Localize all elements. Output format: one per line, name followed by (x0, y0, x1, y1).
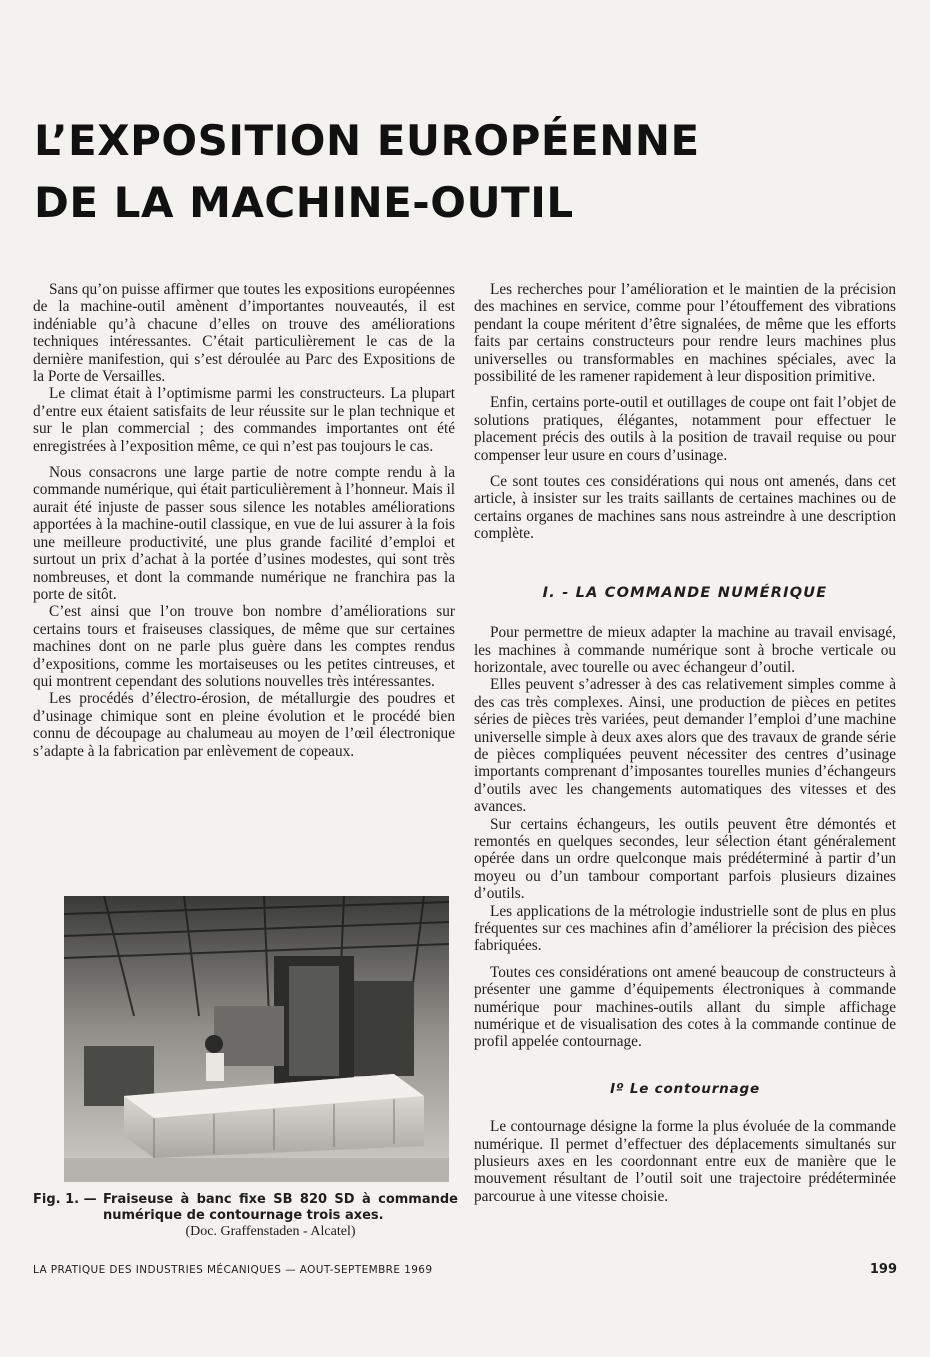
paragraph: Les procédés d’électro-érosion, de métallurgie des poudres et d’usinage chimique sont en pleine évolution et le procédé bien connu de découpage au chalumeau au moyen de l’œil électronique s’adapte à la fabrication par enlèvement de copeaux. (33, 690, 455, 760)
paragraph: Elles peuvent s’adresser à des cas relativement simples comme à des cas très complexes. Ainsi, une production de pièces en petites séries de pièces très variées, peut demander l’emploi d’une machine universelle simple à deux axes alors que des travaux de grande série de pièces compliquées peuvent nécessiter des centres d’usinage importants comprenant d’imposantes tourelles munies d’échangeurs d’outils avec les changements automatiques des vitesses et des avances. (474, 676, 896, 816)
right-column (474, 281, 896, 1205)
paragraph: Les recherches pour l’amélioration et le maintien de la précision des machines en service, comme pour l’étouffement des vibrations pendant la coupe méritent d’être signalées, de même que les efforts faits par certains constructeurs pour rendre leurs machines plus universelles ou transformables en machines spéciales, avec la possibilité de les ramener rapidement à leur disposition primitive. (474, 281, 896, 386)
page-number: 199 (869, 1262, 897, 1277)
publication-name: LA PRATIQUE DES INDUSTRIES MÉCANIQUES — AOUT-SEPTEMBRE 1969 (33, 1264, 433, 1276)
paragraph: Pour permettre de mieux adapter la machine au travail envisagé, les machines à commande numérique sont à broche verticale ou horizontale, avec tourelle ou avec échangeur d’outil. (474, 624, 896, 676)
paragraph: Le contournage désigne la forme la plus évoluée de la commande numérique. Il permet d’effectuer des déplacements simultanés sur plusieurs axes en les coordonnant entre eux de manière que le mouvement résultant de l’outil soit une trajectoire prédéterminée parcourue à une vitesse choisie. (474, 1118, 896, 1205)
paragraph: Ce sont toutes ces considérations qui nous ont amenés, dans cet article, à insister sur les traits saillants de certaines machines ou de certains organes de machines sans nous astreindre à une description complète. (474, 473, 896, 543)
figure-caption-text: Fraiseuse à banc fixe SB 820 SD à commande numérique de contournage trois axes. (103, 1192, 458, 1223)
left-column (33, 281, 455, 760)
page-footer (33, 1262, 897, 1277)
figure-photo (64, 896, 449, 1182)
article-title-line-1: L’EXPOSITION EUROPÉENNE (34, 116, 700, 165)
article-title (34, 110, 700, 234)
sub-heading: Iº Le contournage (610, 1080, 760, 1097)
paragraph: Toutes ces considérations ont amené beaucoup de constructeurs à présenter une gamme d’équipements électroniques à commande numérique pour machines-outils allant du simple affichage numérique et de visualisation des cotes à la commande continue de profil appelée contournage. (474, 963, 896, 1051)
section-heading: I. - LA COMMANDE NUMÉRIQUE (542, 584, 828, 601)
paragraph: Le climat était à l’optimisme parmi les constructeurs. La plupart d’entre eux étaient satisfaits de leur réussite sur le plan technique et sur le plan commercial ; des commandes importantes ont été enregistrées à l’exposition même, ce qui n’est pas toujours le cas. (33, 385, 455, 455)
article-title-line-2: DE LA MACHINE-OUTIL (34, 178, 574, 227)
figure-label: Fig. 1. — (33, 1192, 97, 1207)
paragraph: Les applications de la métrologie industrielle sont de plus en plus fréquentes sur ces machines afin d’améliorer la précision des pièces fabriquées. (474, 902, 896, 955)
paragraph: Sans qu’on puisse affirmer que toutes les expositions européennes de la machine-outil amènent d’importantes nouveautés, il est indéniable qu’à chacune d’elles on trouve des améliorations techniques intéressantes. C’était particulièrement le cas de la dernière manifestion, qui s’est déroulée au Parc des Expositions de la Porte de Versailles. (33, 281, 455, 386)
paragraph: Enfin, certains porte-outil et outillages de coupe ont fait l’objet de solutions pratiques, élégantes, notamment pour effectuer le placement précis des outils à la position de travail requise ou pour compenser leur usure en cours d’usinage. (474, 394, 896, 464)
paragraph: Sur certains échangeurs, les outils peuvent être démontés et remontés en quelques secondes, leur sélection étant généralement opérée dans un ordre quelconque mais prédéterminé à partir d’un moyeu ou d’un tambour comportant parfois plusieurs dizaines d’outils. (474, 815, 896, 903)
figure-credit: (Doc. Graffenstaden - Alcatel) (185, 1224, 356, 1239)
figure-caption (33, 1192, 458, 1240)
milling-machine-photo (64, 896, 449, 1182)
paragraph: C’est ainsi que l’on trouve bon nombre d’améliorations sur certains tours et fraiseuses classiques, de même que sur certaines machines dont on ne parle plus guère dans les comptes rendus d’expositions, comme les mortaiseuses ou les petites cintreuses, et qui montrent cependant des solutions nouvelles très intéressantes. (33, 603, 455, 690)
paragraph: Nous consacrons une large partie de notre compte rendu à la commande numérique, qui était particulièrement à l’honneur. Mais il aurait été injuste de passer sous silence les notables améliorations apportées à la machine-outil classique, en vue de lui assurer à la fois une meilleure productivité, une plus grande facilité d’emploi et surtout un prix d’achat à la portée d’usines modestes, qui sont très nombreuses, et dont la commande numérique ne franchira pas la porte de sitôt. (33, 464, 455, 603)
